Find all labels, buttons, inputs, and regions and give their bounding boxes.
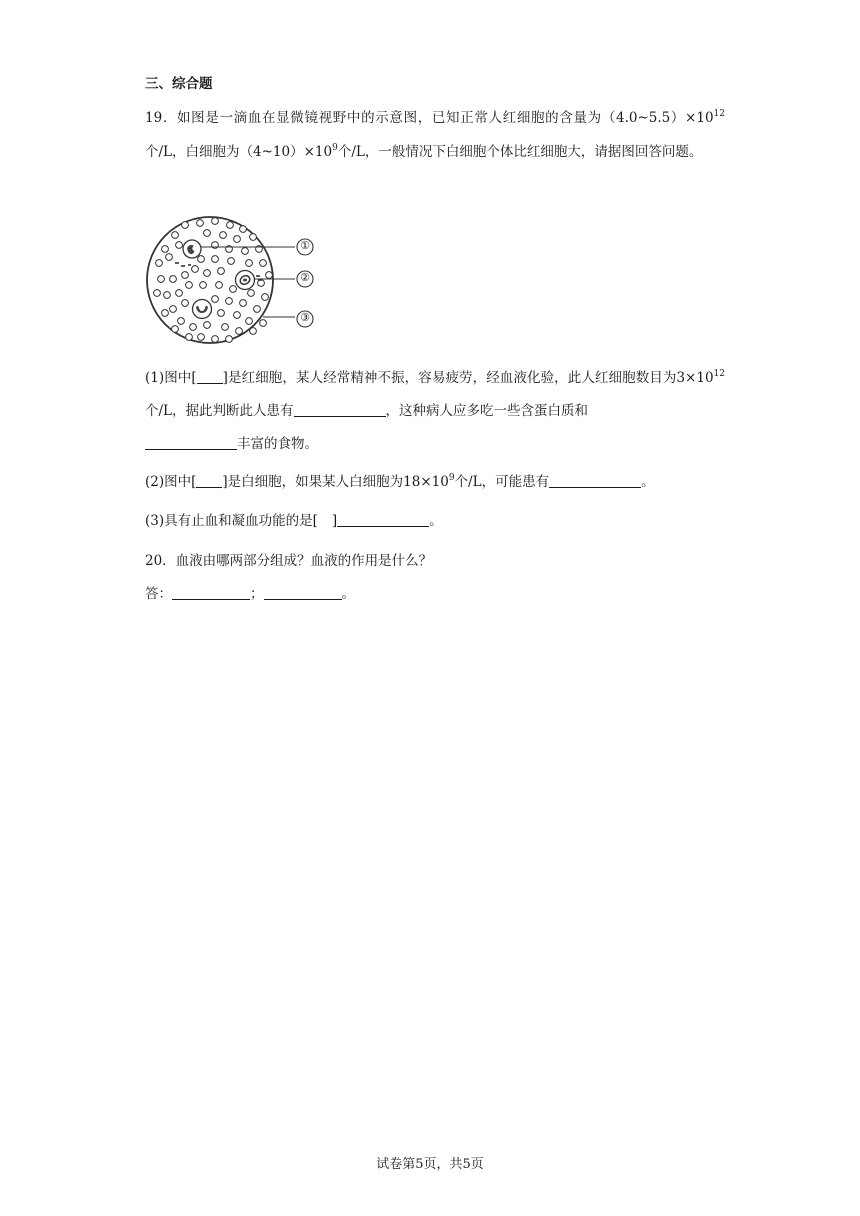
label-1: ① — [300, 239, 310, 252]
q20-answer-prefix: 答： — [145, 586, 172, 602]
label-3: ③ — [300, 311, 310, 324]
section-title: 三、综合题 — [145, 76, 213, 92]
q19-sub1-text-c: 个/L，据此判断此人患有 — [145, 403, 294, 419]
red-blood-cell — [172, 232, 179, 239]
red-blood-cell — [220, 232, 227, 239]
red-blood-cell — [240, 226, 247, 233]
white-blood-cell-3 — [193, 300, 212, 319]
q19-sub1-blank-2[interactable] — [294, 404, 386, 417]
red-blood-cell — [260, 260, 267, 267]
q19-sub3 — [145, 509, 443, 529]
q19-sub3-blank[interactable] — [337, 514, 429, 527]
q19-sub1-text-d: ，这种病人应多吃一些含蛋白质和 — [385, 403, 589, 419]
q19-sub2-blank-1[interactable] — [196, 475, 222, 488]
red-blood-cell — [242, 248, 249, 255]
q19-sub3-text-a: (3)具有止血和凝血功能的是[ — [145, 513, 318, 529]
red-blood-cell — [222, 324, 229, 331]
q20-end: 。 — [341, 586, 355, 602]
q19-sub1-sup: 12 — [713, 369, 725, 379]
red-blood-cell — [182, 272, 189, 279]
red-blood-cell — [226, 298, 233, 305]
q19-sub1-text-b: ]是红细胞，某人经常精神不振，容易疲劳，经血液化验，此人红细胞数目为3×10 — [222, 370, 714, 386]
q19-stem-sup-2: 9 — [332, 143, 338, 153]
q19-sub2 — [145, 470, 655, 490]
q19-sub3-text-b: ] — [331, 513, 338, 529]
q20-blank-2[interactable] — [264, 587, 342, 600]
q19-sub1-blank-1[interactable] — [197, 371, 223, 384]
q19-stem-sup-1: 12 — [713, 109, 725, 119]
red-blood-cell — [186, 282, 193, 289]
red-blood-cell — [176, 242, 183, 249]
red-blood-cell — [176, 290, 183, 297]
red-blood-cell — [158, 276, 165, 283]
q19-stem — [145, 101, 725, 169]
label-2: ② — [300, 271, 310, 284]
red-blood-cell — [230, 286, 237, 293]
q19-stem-text-1: 19．如图是一滴血在显微镜视野中的示意图，已知正常人红细胞的含量为（4.0~5.5）×10 — [145, 110, 714, 126]
q20-stem: 20．血液由哪两部分组成？血液的作用是什么？ — [145, 553, 433, 569]
red-blood-cell — [218, 310, 225, 317]
red-blood-cell — [212, 256, 219, 263]
red-blood-cell — [154, 290, 161, 297]
red-blood-cell — [212, 336, 219, 343]
blood-smear-figure — [145, 205, 325, 355]
red-blood-cell — [198, 256, 205, 263]
blood-smear-diagram — [145, 205, 325, 355]
q19-sub1-text-a: (1)图中[ — [145, 370, 197, 386]
q19-sub2-text-a: (2)图中[ — [145, 474, 197, 490]
red-blood-cell — [250, 234, 257, 241]
white-blood-cell-1 — [183, 240, 201, 258]
red-blood-cell — [262, 294, 269, 301]
q19-sub3-text-c: 。 — [429, 513, 443, 529]
red-blood-cell — [248, 290, 255, 297]
q19-sub1-text-e: 丰富的食物。 — [237, 436, 318, 452]
red-blood-cell — [204, 230, 211, 237]
red-blood-cell — [197, 220, 204, 227]
q19-sub2-text-d: 。 — [641, 474, 655, 490]
red-blood-cell — [228, 258, 235, 265]
red-blood-cell — [260, 320, 267, 327]
red-blood-cell — [212, 218, 219, 225]
red-blood-cell — [226, 336, 233, 343]
q19-stem-text-2: 个/L，白细胞为（4~10）×10 — [145, 144, 333, 160]
red-blood-cell — [166, 254, 173, 261]
red-blood-cell — [216, 282, 223, 289]
red-blood-cell — [227, 222, 234, 229]
red-blood-cell — [170, 276, 177, 283]
q20-blank-1[interactable] — [172, 587, 250, 600]
red-blood-cell — [200, 282, 207, 289]
q19-sub2-text-c: 个/L，可能患有 — [454, 474, 550, 490]
red-blood-cell — [170, 306, 177, 313]
red-blood-cell — [236, 328, 243, 335]
q19-stem-text-3: 个/L，一般情况下白细胞个体比红细胞大，请据图回答问题。 — [337, 144, 703, 160]
red-blood-cell — [240, 300, 247, 307]
q20-separator: ； — [250, 586, 264, 602]
red-blood-cell — [182, 222, 189, 229]
red-blood-cell — [156, 260, 163, 267]
q19-sub2-blank-2[interactable] — [549, 475, 641, 488]
q19-sub1-blank-3[interactable] — [145, 437, 237, 450]
red-blood-cell — [218, 268, 225, 275]
red-blood-cell — [212, 296, 219, 303]
red-blood-cell — [162, 310, 169, 317]
red-blood-cell — [204, 270, 211, 277]
red-blood-cell — [178, 318, 185, 325]
q19-sub1 — [145, 362, 725, 461]
red-blood-cell — [234, 236, 241, 243]
page-footer: 试卷第5页，共5页 — [376, 1157, 484, 1172]
red-blood-cell — [190, 324, 197, 331]
white-blood-cell-2 — [236, 271, 255, 290]
red-blood-cell — [204, 322, 211, 329]
red-blood-cell — [250, 328, 257, 335]
red-blood-cell — [246, 260, 253, 267]
red-blood-cell — [192, 266, 199, 273]
red-blood-cell — [234, 312, 241, 319]
red-blood-cell — [266, 272, 273, 279]
red-blood-cell — [254, 306, 261, 313]
red-blood-cell — [186, 334, 193, 341]
red-blood-cell — [246, 318, 253, 325]
q19-sub2-sup: 9 — [448, 473, 455, 483]
q20-answer — [145, 582, 355, 602]
red-blood-cell — [172, 326, 179, 333]
red-blood-cell — [182, 300, 189, 307]
red-blood-cell — [198, 334, 205, 341]
red-blood-cell — [162, 246, 169, 253]
red-blood-cell — [164, 292, 171, 299]
q19-sub2-text-b: ]是白细胞，如果某人白细胞为18×10 — [222, 474, 449, 490]
